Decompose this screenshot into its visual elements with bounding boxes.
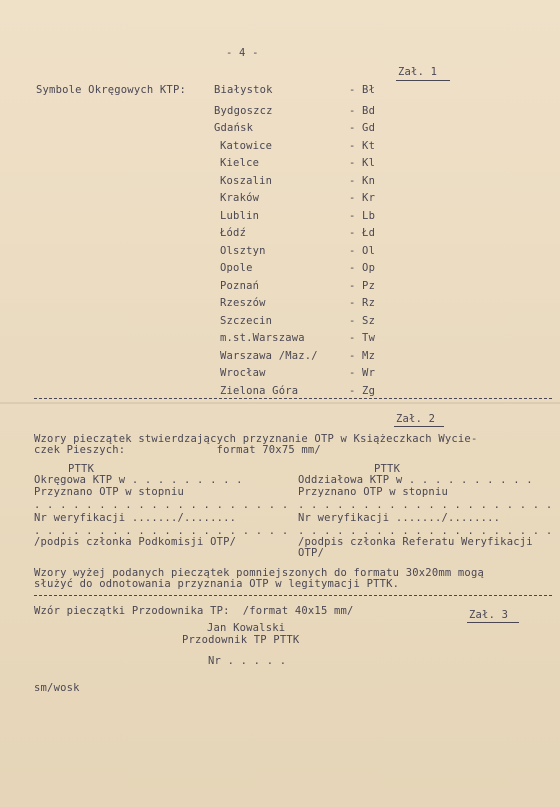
stamps-heading-line1: Wzory pieczątek stwierdzających przyznanie OTP w Książeczkach Wycie- bbox=[34, 433, 478, 445]
stamp-left-dots-2: . . . . . . . . . . . . . . . . . . . . bbox=[34, 525, 289, 537]
stamp-left-sign: /podpis członka Podkomisji OTP/ bbox=[34, 536, 237, 548]
district-code: - Tw bbox=[349, 332, 376, 344]
paper-fold bbox=[0, 402, 560, 404]
stamp-right-sign-2: OTP/ bbox=[298, 547, 325, 559]
attachment-1-label: Zał. 1 bbox=[398, 66, 438, 78]
przodownik-title: Przodownik TP PTTK bbox=[182, 634, 300, 646]
district-code: - Łd bbox=[349, 227, 376, 239]
typist-initials: sm/wosk bbox=[34, 682, 80, 694]
district-code: - Wr bbox=[349, 367, 376, 379]
district-city: Opole bbox=[220, 262, 253, 274]
district-city: Bydgoszcz bbox=[214, 105, 273, 117]
stamp-left-line2: Przyznano OTP w stopniu bbox=[34, 486, 184, 498]
attachment-2-underline bbox=[394, 426, 444, 427]
district-city: Kraków bbox=[220, 192, 260, 204]
stamp-left-dots: . . . . . . . . . . . . . . . . . . . . bbox=[34, 499, 289, 511]
district-city: Wrocław bbox=[220, 367, 266, 379]
stamp-right-line2: Przyznano OTP w stopniu bbox=[298, 486, 448, 498]
district-code: - Kl bbox=[349, 157, 376, 169]
district-city: Katowice bbox=[220, 140, 273, 152]
district-code: - Mz bbox=[349, 350, 376, 362]
district-code: - Kr bbox=[349, 192, 376, 204]
district-code: - Gd bbox=[349, 122, 376, 134]
przodownik-label: Wzór pieczątki Przodownika TP: /format 40x15 mm/ bbox=[34, 605, 354, 617]
stamp-left-line1: Okręgowa KTP w . . . . . . . . . bbox=[34, 474, 243, 486]
przodownik-nr: Nr . . . . . bbox=[208, 655, 287, 667]
district-city: Kielce bbox=[220, 157, 260, 169]
stamp-right-sign: /podpis członka Referatu Weryfikacji bbox=[298, 536, 533, 548]
district-city: Poznań bbox=[220, 280, 260, 292]
divider-2 bbox=[34, 595, 552, 596]
stamp-right-dots-2: . . . . . . . . . . . . . . . . . . . . bbox=[298, 525, 553, 537]
district-code: - Op bbox=[349, 262, 376, 274]
stamp-right-header: PTTK bbox=[374, 463, 401, 475]
district-code: - Lb bbox=[349, 210, 376, 222]
attachment-1-underline bbox=[396, 80, 450, 81]
stamp-right-nr: Nr weryfikacji ......./........ bbox=[298, 512, 501, 524]
district-code: - Bd bbox=[349, 105, 376, 117]
district-city: Gdańsk bbox=[214, 122, 254, 134]
district-code: - Bł bbox=[349, 84, 376, 96]
district-code: - Pz bbox=[349, 280, 376, 292]
district-code: - Ol bbox=[349, 245, 376, 257]
stamp-right-line1: Oddziałowa KTP w . . . . . . . . . . bbox=[298, 474, 533, 486]
stamp-left-nr: Nr weryfikacji ......./........ bbox=[34, 512, 237, 524]
stamp-left-header: PTTK bbox=[68, 463, 95, 475]
district-city: Lublin bbox=[220, 210, 260, 222]
district-city: Zielona Góra bbox=[220, 385, 299, 397]
district-city: Koszalin bbox=[220, 175, 273, 187]
district-city: Warszawa /Maz./ bbox=[220, 350, 318, 362]
attachment-3-underline bbox=[467, 622, 519, 623]
district-city: Łódź bbox=[220, 227, 247, 239]
stamp-right-dots: . . . . . . . . . . . . . . . . . . . . bbox=[298, 499, 553, 511]
attachment-3-label: Zał. 3 bbox=[469, 609, 509, 621]
district-code: - Sz bbox=[349, 315, 376, 327]
district-code: - Rz bbox=[349, 297, 376, 309]
district-city: Olsztyn bbox=[220, 245, 266, 257]
district-city: m.st.Warszawa bbox=[220, 332, 305, 344]
note-line1: Wzory wyżej podanych pieczątek pomniejszonych do formatu 30x20mm mogą bbox=[34, 567, 484, 579]
page-number: - 4 - bbox=[226, 47, 259, 59]
przodownik-name: Jan Kowalski bbox=[207, 622, 286, 634]
note-line2: służyć do odnotowania przyznania OTP w legitymacji PTTK. bbox=[34, 578, 400, 590]
district-code: - Zg bbox=[349, 385, 376, 397]
district-code: - Kt bbox=[349, 140, 376, 152]
attachment-2-label: Zał. 2 bbox=[396, 413, 436, 425]
stamps-heading-line2: czek Pieszych: format 70x75 mm/ bbox=[34, 444, 321, 456]
district-city: Szczecin bbox=[220, 315, 273, 327]
district-city: Rzeszów bbox=[220, 297, 266, 309]
district-city: Białystok bbox=[214, 84, 273, 96]
symbols-label: Symbole Okręgowych KTP: bbox=[36, 84, 186, 96]
divider-1 bbox=[34, 398, 552, 399]
district-code: - Kn bbox=[349, 175, 376, 187]
